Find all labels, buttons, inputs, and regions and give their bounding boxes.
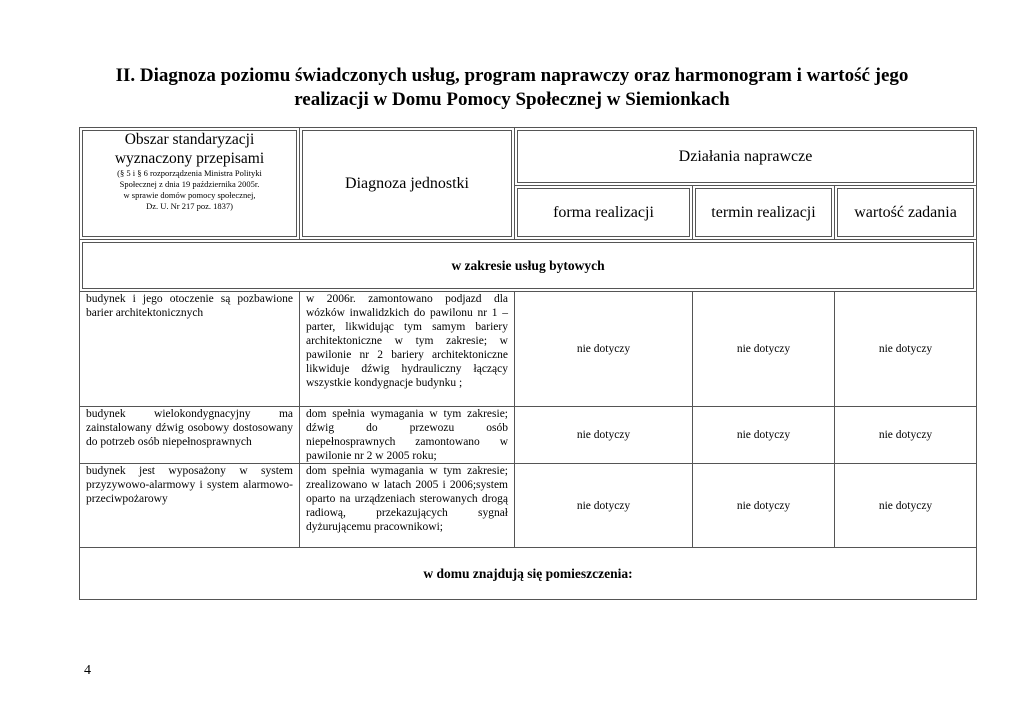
header-value: wartość zadania (835, 186, 977, 240)
header-row-1 (80, 128, 977, 186)
header-area-note2: Społecznej z dnia 19 października 2005r. (119, 179, 260, 189)
row-value: nie dotyczy (835, 407, 977, 464)
row-value: nie dotyczy (835, 464, 977, 548)
page-title (60, 64, 964, 112)
page-title-line2: realizacji w Domu Pomocy Społecznej w Siemionkach (294, 89, 730, 110)
row-area: budynek jest wyposażony w system przyzywowo-alarmowy i system alarmowo-przeciwpożarowy (80, 464, 300, 548)
row-deadline: nie dotyczy (693, 292, 835, 407)
row-diagnosis: w 2006r. zamontowano podjazd dla wózków inwalidzkich do pawilonu nr 1 – parter, likwidując tym samym bariery architektoniczne w tym zakresie; w pawilonie nr 2 bariery architektoniczne likwiduje dźwig hydrauliczny łączący wszystkie kondygnacje budynku ; (300, 292, 515, 407)
row-deadline: nie dotyczy (693, 464, 835, 548)
table-row (80, 407, 977, 464)
row-form: nie dotyczy (515, 292, 693, 407)
header-area-line2: wyznaczony przepisami (114, 150, 265, 167)
row-deadline: nie dotyczy (693, 407, 835, 464)
header-form: forma realizacji (515, 186, 693, 240)
standards-table (79, 127, 977, 600)
header-area-note4: Dz. U. Nr 217 poz. 1837) (146, 201, 233, 211)
row-form: nie dotyczy (515, 464, 693, 548)
page-number: 4 (84, 663, 91, 678)
section-living-services: w zakresie usług bytowych (80, 240, 977, 292)
header-deadline: termin realizacji (693, 186, 835, 240)
row-area: budynek i jego otoczenie są pozbawione barier architektonicznych (80, 292, 300, 407)
header-diagnosis: Diagnoza jednostki (300, 128, 515, 240)
section-row (80, 548, 977, 600)
table-row (80, 292, 977, 407)
table-row (80, 464, 977, 548)
header-area-note1: (§ 5 i § 6 rozporządzenia Ministra Polityki (117, 168, 262, 178)
header-area-note3: w sprawie domów pomocy społecznej, (123, 190, 256, 200)
row-area: budynek wielokondygnacyjny ma zainstalowany dźwig osobowy dostosowany do potrzeb osób niepełnosprawnych (80, 407, 300, 464)
row-value: nie dotyczy (835, 292, 977, 407)
page-title-line1: II. Diagnoza poziomu świadczonych usług, program naprawczy oraz harmonogram i wartość jego (115, 65, 909, 86)
header-actions: Działania naprawcze (515, 128, 977, 186)
row-diagnosis: dom spełnia wymagania w tym zakresie; dźwig do przewozu osób niepełnosprawnych zamontowano w pawilonie nr 2 w 2005 roku; (300, 407, 515, 464)
header-area-line1: Obszar standaryzacji (124, 131, 255, 148)
header-area (80, 128, 300, 240)
section-row (80, 240, 977, 292)
row-diagnosis: dom spełnia wymagania w tym zakresie; zrealizowano w latach 2005 i 2006;system oparto na urządzeniach sterowanych drogą radiową, przekazujących sygnał dyżurującemu pracownikowi; (300, 464, 515, 548)
section-rooms: w domu znajdują się pomieszczenia: (80, 548, 977, 600)
row-form: nie dotyczy (515, 407, 693, 464)
